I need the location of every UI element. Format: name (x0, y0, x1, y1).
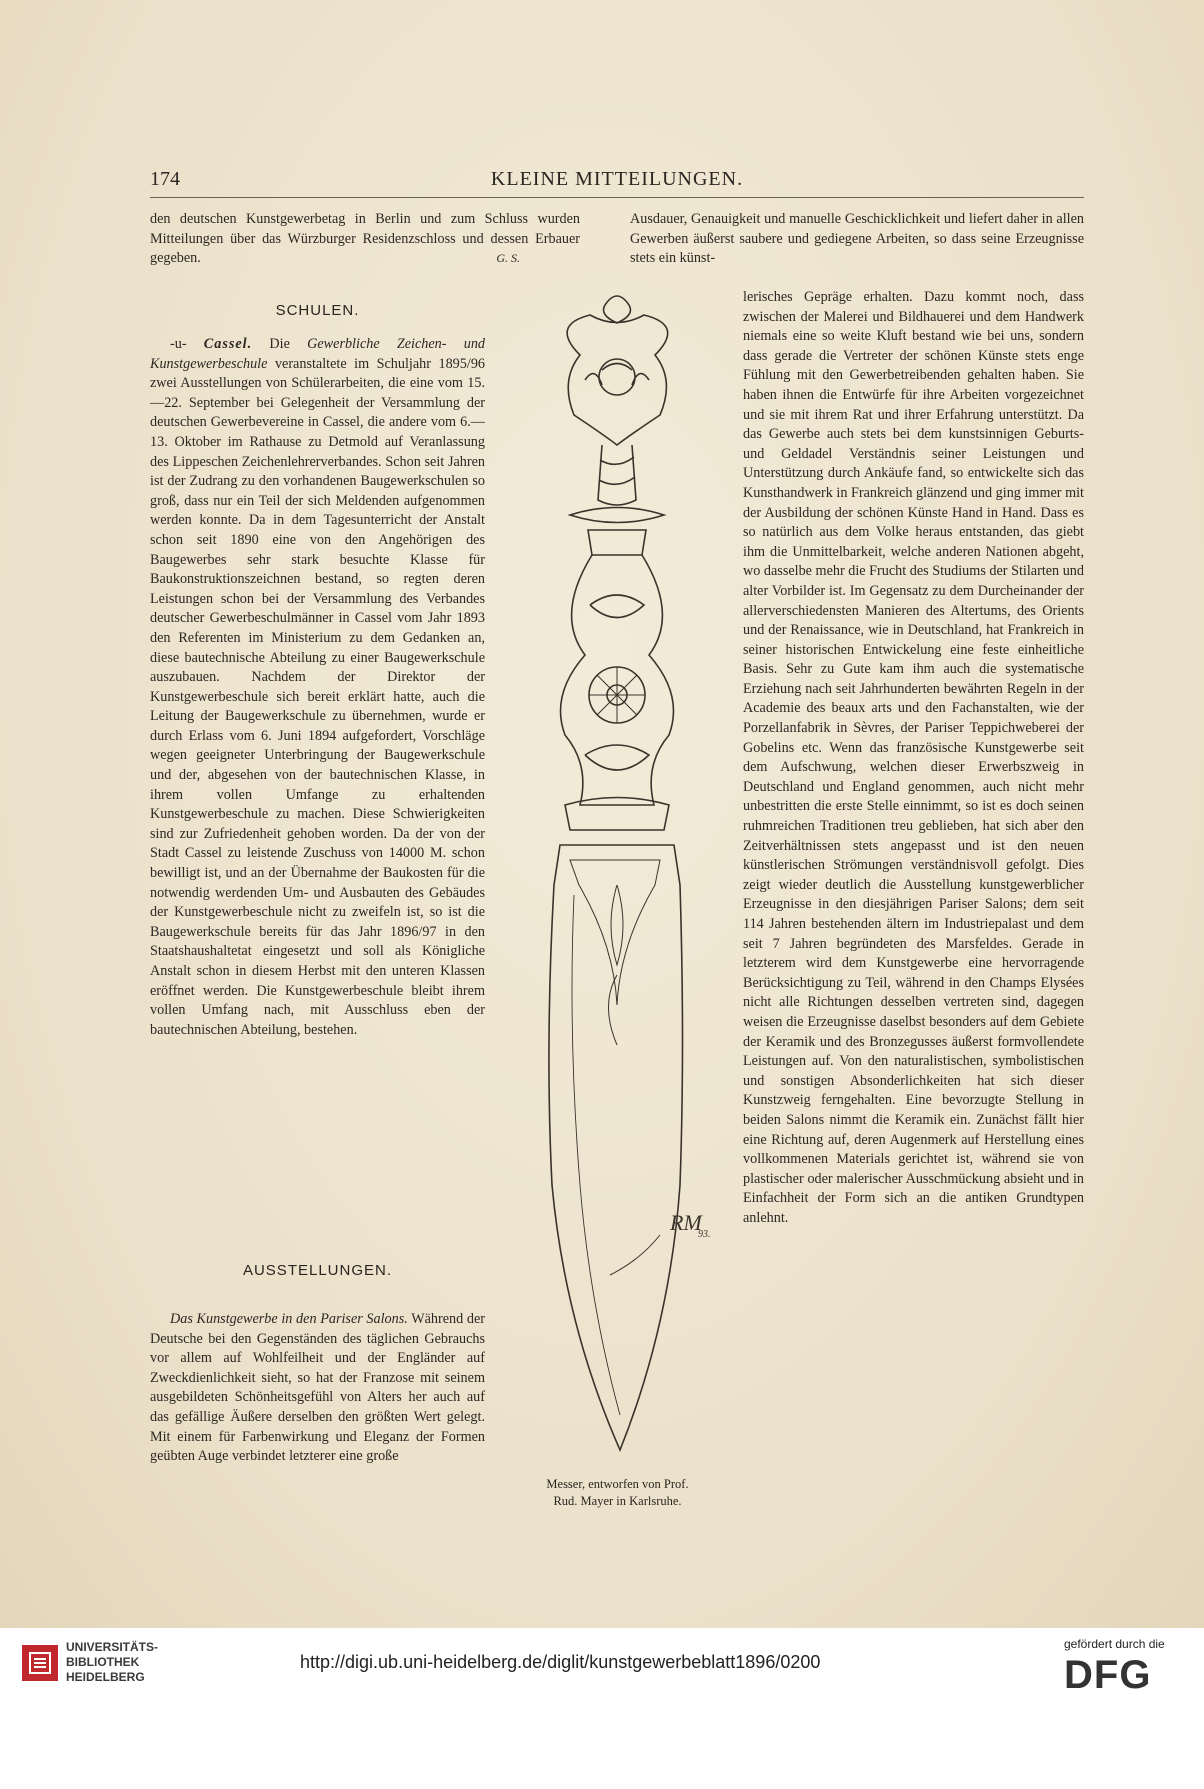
library-line-3: HEIDELBERG (66, 1670, 145, 1684)
right-column-text: lerisches Gepräge erhalten. Dazu kommt noch, dass zwischen der Malerei und Bildhauerei und dem Handwerk niemals eine so weite Kluft bestand wie bei uns, sondern dass gerade die Vertreter der schönen Künste stets enge Fühlung mit den Gewerbetreibenden gehalten haben. Sie haben ihnen die Entwürfe für ihre Arbeiten vorgezeichnet und sie mit ihrem Rat und ihrer Erfahrung unterstützt. Da das Gewerbe auch stets bei dem kunstsinnigen Geburts- und Geldadel Verständnis seiner Leistungen und Unterstützung durch Ankäufe fand, so entwickelte sich das Kunsthandwerk in Frankreich glänzend und ging immer mit der Ausbildung der schönen Künste Hand in Hand. Dass es so natürlich aus dem Volke heraus entstanden, das giebt ihm die Unmittelbarkeit, welche anderen Nationen abgeht, wo dasselbe mehr die Frucht des Studiums der Stilarten und alter Vorbilder ist. Im Gegensatz zu dem Durcheinander der allerverschiedensten Manieren des Altertums, des Orients und der Renaissance, wie in Deutschland, hat Frankreich in seiner historischen Entwickelung eine feste einheitliche Basis. Sehr zu Gute kam ihm auch die systematische Erziehung nach seit Jahrhunderten bewährten Regeln in der Academie des beaux arts und den Fachanstalten, wie der Porzellanfabrik in Sèvres, der Pariser Teppichweberei der Gobelins etc. Wenn das französische Kunstgewerbe seit dem Aufschwung, welchen dieser Erwerbszweig in Deutschland und England genommen, auch nicht mehr unbestritten die erste Stelle einnimmt, so ist es doch seinen ruhmreichen Traditionen treu geblieben, hat sich aber den Zeitverhältnissen stets angepasst und ist den neuen künstlerischen Strömungen verständnisvoll gefolgt. Dies zeigt wieder deutlich die Ausstellung kunstgewerblicher Erzeugnisse in den diesjährigen Pariser Salons; dem seit 114 Jahren bestehenden ältern im Industriepalast und dem seit 7 Jahren begründeten des Marsfeldes. Gerade in letzterem wird dem Kunstgewerbe eine hervorragende Berücksichtigung zu Teil, während in den Champs Elysées nicht alle Richtungen desselben vertreten sind, dagegen weisen die Erzeugnisse daselbst besonders auf dem Gebiete der Keramik und des Bronzegusses äußerst formvollendete Leistungen auf. Von den naturalistischen, symbolistischen und sonstigen Absonderlichkeiten hat sich dieser Kunstzweig ferngehalten. Eine bevorzugte Stellung in beiden Salons nimmt die Keramik ein. Zunächst fällt hier eine Richtung auf, deren Augenmerk auf Herstellung eines vollkommenen Materials gerichtet ist, während sie von plastischer oder malerischer Ausschmückung absieht und in Einfachheit der Form sich an die antiken Grundtypen anlehnt. (743, 289, 1084, 1226)
left-intro-paragraph (150, 210, 580, 269)
knife-blade (549, 845, 683, 1450)
knife-illustration (510, 285, 725, 1460)
pariser-title: Das Kunstgewerbe in den Pariser Salons. (170, 1311, 408, 1327)
library-name (66, 1640, 158, 1685)
caption-line-2: Rud. Mayer in Karlsruhe. (553, 1494, 682, 1508)
section-heading-schulen: SCHULEN. (275, 302, 360, 319)
pariser-body: Während der Deutsche bei den Gegenständen des täglichen Gebrauchs vor allem auf Wohlfeilheit und der Engländer auf Zweckdienlichkeit sieht, so hat der Franzose mit seinem ausgebildeten Schönheitsgefühl von Alters her auch auf das gefällige Äußere derselben den größten Wert gelegt. Mit einem für Farbenwirkung und Eleganz der Formen geübten Auge verbindet letzterer eine große (150, 1311, 485, 1465)
source-url-link[interactable]: http://digi.ub.uni-heidelberg.de/diglit/kunstgewerbeblatt1896/0200 (300, 1652, 821, 1672)
page-header (150, 168, 1084, 198)
intro-text: den deutschen Kunstgewerbetag in Berlin und zum Schluss wurden Mitteilungen über das Würzburger Residenzschloss und dessen Erbauer gegeben. (150, 211, 580, 267)
author-signature: G. S. (496, 251, 520, 266)
dfg-logo: DFG (1064, 1653, 1152, 1697)
finial-bud (604, 296, 631, 323)
article-body: veranstaltete im Schuljahr 1895/96 zwei Ausstellungen von Schülerarbeiten, die eine vom 15.—22. September bei Gelegenheit der Versammlung der deutschen Gewerbevereine in Cassel, die andere vom 6.—13. Oktober im Rathause zu Detmold auf Veranlassung des Lippeschen Zeichenlehrerverbandes. Schon seit Jahren ist der Zudrang zu den vorhandenen Baugewerkschulen so groß, dass nur ein Teil der sich Meldenden aufgenommen werden konnte. Da in dem Tagesunterricht der Anstalt schon seit 1890 eine von den Angehörigen des Baugewerbes sehr stark besuchte Klasse für Baukonstruktionszeichnen bestand, so regten deren Leistungen schon bei der Versammlung des Verbandes deutscher Gewerbeschulmänner in Cassel vom Jahr 1893 den Referenten im Ministerium zu dem Gedanken an, diese bautechnische Abteilung zu einer Baugewerkschule auszubauen. Nachdem der Direktor der Kunstgewerbeschule sich bereit erklärt hatte, auch die Leitung der Baugewerkschule zu übernehmen, wurde er durch Erlass vom 6. Juni 1894 aufgefordert, Vorschläge wegen geeigneter Unterbringung der Baugewerkschule und der, abgesehen von der bautechnischen Klasse, in ihrem vollen Umfange zu erhaltenden Kunstgewerbeschule zu machen. Diese Schwierigkeiten sind zur Zufriedenheit gehoben worden. Da der von der Stadt Cassel zu leistende Zuschuss von 14000 M. schon bewilligt ist, und an der Übernahme der Baukosten für die notwendig werdenden Um- und Ausbauten des Gebäudes der Kunstgewerbeschule nicht zu zweifeln ist, so ist die Baugewerkschule bereits für das Jahr 1896/97 in den Staatshaushaltetat eingesetzt und soll als Königliche Anstalt schon in diesem Herbst mit den unteren Klassen eröffnet werden. Die Kunstgewerbeschule bleibt ihrem vollen Umfang nach, mit Ausschluss eben der bautechnischen Abteilung, bestehen. (150, 355, 486, 1038)
article-place: Cassel. (203, 336, 253, 352)
library-line-1: UNIVERSITÄTS- (66, 1640, 159, 1654)
cherub-cartouche (567, 315, 668, 445)
caption-line-1: Messer, entworfen von Prof. (546, 1477, 689, 1491)
university-seal-icon (20, 1643, 60, 1683)
article-intro: Die (269, 336, 290, 352)
article-lead: -u- (170, 336, 187, 352)
school-name: Gewerbliche Zeichen- und Kunstgewerbeschule (150, 336, 486, 372)
figure-caption (510, 1476, 725, 1510)
library-line-2: BIBLIOTHEK (66, 1655, 140, 1669)
figure-year: 93. (698, 1229, 711, 1240)
right-column (743, 288, 1084, 1229)
artist-monogram: RM (670, 1210, 702, 1235)
footer-bar (0, 1628, 1204, 1789)
right-continuation-top (630, 210, 1084, 269)
running-title: KLEINE MITTEILUNGEN. (490, 168, 744, 190)
funded-by-label: gefördert durch die (1064, 1637, 1165, 1651)
page-number: 174 (150, 168, 180, 190)
pariser-article (150, 1310, 485, 1467)
right-top-text: Ausdauer, Genauigkeit und manuelle Geschicklichkeit und liefert daher in allen Gewerben äußerst saubere und gediegene Arbeiten, so dass seine Erzeugnisse stets ein künst- (630, 211, 1084, 267)
cassel-article (150, 335, 485, 1040)
section-heading-ausstellungen: AUSSTELLUNGEN. (242, 1262, 393, 1279)
